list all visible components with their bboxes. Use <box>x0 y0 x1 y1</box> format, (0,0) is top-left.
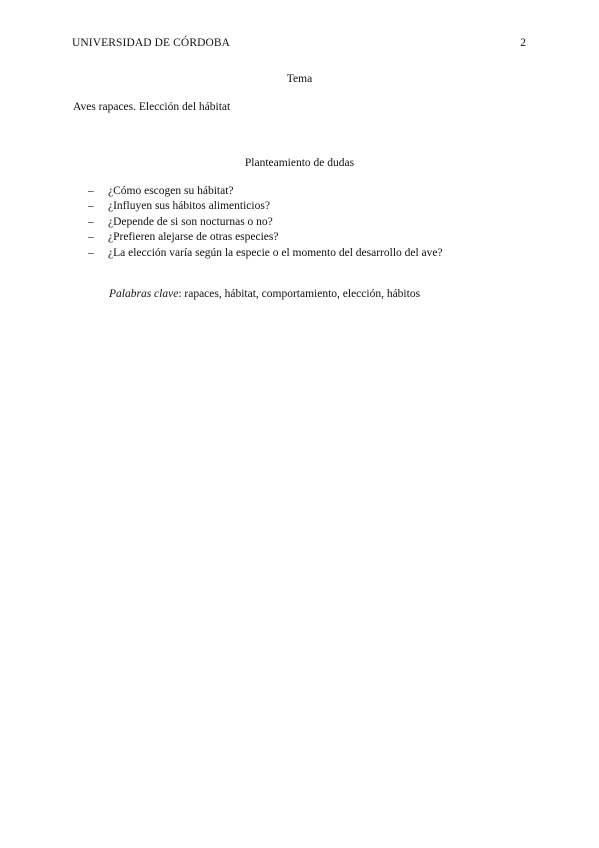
keywords-line <box>109 288 420 300</box>
question-text: ¿Cómo escogen su hábitat? <box>108 185 234 197</box>
section-heading-tema: Tema <box>286 73 313 85</box>
dash-bullet: – <box>88 215 94 228</box>
dash-bullet: – <box>88 246 94 259</box>
question-text: ¿Influyen sus hábitos alimenticios? <box>108 200 270 213</box>
question-text: ¿La elección varía según la especie o el momento del desarrollo del ave? <box>108 246 443 259</box>
keywords-separator: : <box>178 288 185 300</box>
question-text: ¿Depende de si son nocturnas o no? <box>108 215 273 228</box>
page-number: 2 <box>520 37 526 49</box>
section-heading-dudas: Planteamiento de dudas <box>244 157 355 169</box>
topic-text: Aves rapaces. Elección del hábitat <box>73 101 231 113</box>
question-item <box>88 199 443 214</box>
question-item <box>88 230 443 245</box>
dash-bullet: – <box>88 200 94 213</box>
keywords-text: rapaces, hábitat, comportamiento, elección, hábitos <box>184 288 421 300</box>
question-text: ¿Prefieren alejarse de otras especies? <box>108 231 279 244</box>
dash-bullet: – <box>88 185 94 197</box>
question-item <box>88 184 443 199</box>
running-head: UNIVERSIDAD DE CÓRDOBA <box>72 37 231 49</box>
keywords-label: Palabras clave <box>109 288 179 300</box>
question-item <box>88 246 443 261</box>
questions-list <box>88 184 443 261</box>
dash-bullet: – <box>88 231 94 244</box>
question-item <box>88 215 443 230</box>
